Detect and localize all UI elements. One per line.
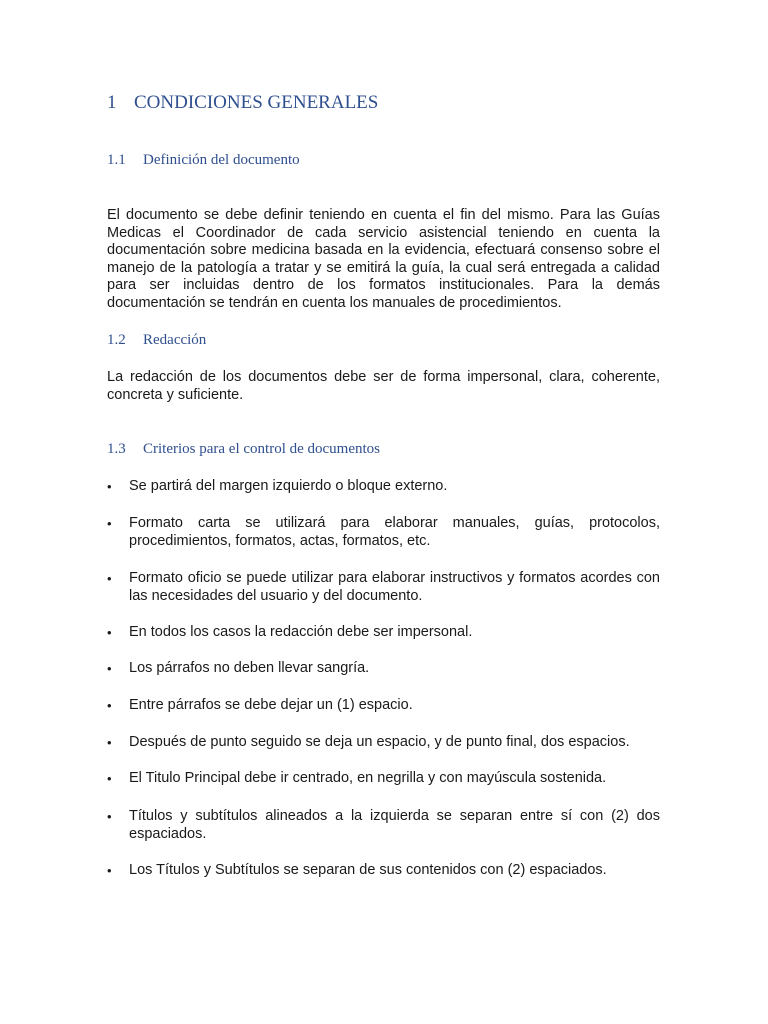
paragraph-redaccion: La redacción de los documentos debe ser de forma impersonal, clara, coherente, concreta y suficiente.: [107, 369, 660, 403]
list-item: [107, 478, 660, 496]
subheading-title: Redacción: [143, 332, 207, 348]
criteria-list: [107, 0, 660, 1024]
bullet-icon: •: [107, 571, 112, 586]
bullet-icon: •: [107, 863, 112, 878]
heading-title: CONDICIONES GENERALES: [134, 92, 379, 113]
list-item: [107, 697, 660, 715]
list-item: [107, 862, 660, 880]
list-item: [107, 770, 660, 788]
list-item-text: Se partirá del margen izquierdo o bloque externo.: [129, 478, 448, 494]
list-item-text: Entre párrafos se debe dejar un (1) espacio.: [129, 697, 413, 713]
list-item-text: En todos los casos la redacción debe ser impersonal.: [129, 624, 473, 640]
bullet-icon: •: [107, 735, 112, 750]
list-item-text: Formato carta se utilizará para elaborar manuales, guías, protocolos, procedimientos, formatos, actas, formatos, etc.: [129, 515, 660, 549]
list-item-text: Títulos y subtítulos alineados a la izquierda se separan entre sí con (2) dos espaciados.: [129, 808, 660, 842]
list-item: [107, 660, 660, 678]
bullet-icon: •: [107, 771, 112, 786]
list-item-text: Formato oficio se puede utilizar para elaborar instructivos y formatos acordes con las necesidades del usuario y del documento.: [129, 570, 660, 604]
bullet-icon: •: [107, 479, 112, 494]
bullet-icon: •: [107, 661, 112, 676]
subheading-number: 1.2: [107, 332, 126, 348]
list-item-text: El Titulo Principal debe ir centrado, en negrilla y con mayúscula sostenida.: [129, 770, 607, 786]
list-item: [107, 624, 660, 642]
heading-number: 1: [107, 92, 117, 113]
subheading-title: Criterios para el control de documentos: [143, 441, 381, 457]
bullet-icon: •: [107, 625, 112, 640]
bullet-icon: •: [107, 809, 112, 824]
subheading-number: 1.3: [107, 441, 126, 457]
list-item: [107, 515, 660, 550]
bullet-icon: •: [107, 516, 112, 531]
list-item: [107, 808, 660, 843]
subheading-number: 1.1: [107, 152, 126, 168]
list-item: [107, 734, 660, 752]
list-item: [107, 570, 660, 605]
bullet-icon: •: [107, 698, 112, 713]
subheading-title: Definición del documento: [143, 152, 300, 168]
paragraph-definicion: El documento se debe definir teniendo en cuenta el fin del mismo. Para las Guías Medicas el Coordinador de cada servicio asistencial teniendo en cuenta la documentación sobre medicina basada en la evidencia, efectuará consenso sobre el manejo de la patología a tratar y se emitirá la guía, la cual será entregada a calidad para ser incluidas dentro de los formatos institucionales. Para la demás documentación se tendrán en cuenta los manuales de procedimientos.: [107, 207, 660, 311]
list-item-text: Después de punto seguido se deja un espacio, y de punto final, dos espacios.: [129, 734, 630, 750]
list-item-text: Los párrafos no deben llevar sangría.: [129, 660, 370, 676]
list-item-text: Los Títulos y Subtítulos se separan de sus contenidos con (2) espaciados.: [129, 862, 607, 878]
